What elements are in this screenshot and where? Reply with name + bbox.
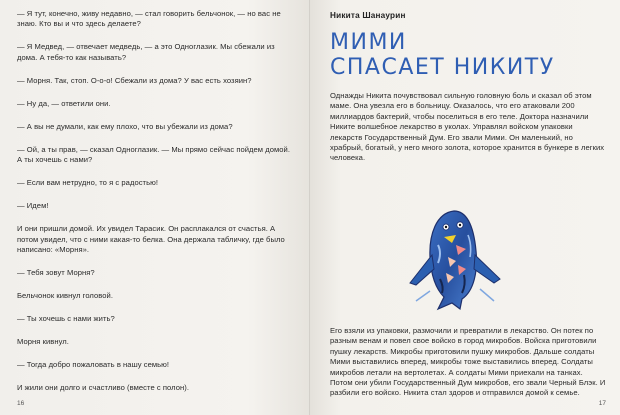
title-line: СПАСАЕТ НИКИТУ (330, 55, 555, 80)
paragraph: И жили они долго и счастливо (вместе с полон). (17, 383, 189, 393)
story-paragraph: Однажды Никита почувствовал сильную головную боль и сказал об этом маме. Она увезла его в больницу. Оказалось, что его атаковали 200 миллиардов бактерий, чтобы поселиться в его теле. Доктора назначили Никите волшебное лекарство в уколах. Управлял войском упаковки лекарств Государственный Дум. Его звали Мими. Он маленький, но храбрый, богатый, у него много золота, которое хранится в бункере в легких человека. (330, 91, 605, 163)
page-number: 16 (17, 400, 25, 407)
author-name: Никита Шанаурин (330, 11, 406, 20)
blue-creature-illustration (396, 205, 516, 315)
paragraph: — Идем! (17, 201, 49, 211)
paragraph: Морня кивнул. (17, 337, 69, 347)
right-page (310, 0, 620, 415)
paragraph: Бельчонок кивнул головой. (17, 291, 113, 301)
paragraph: — Ой, а ты прав, — сказал Одноглазик. — Мы прямо сейчас пойдем домой. А ты хочешь с нами? (17, 144, 290, 165)
title-line: МИМИ (330, 30, 407, 55)
paragraph: — Тогда добро пожаловать в нашу семью! (17, 360, 170, 370)
paragraph: — А вы не думали, как ему плохо, что вы убежали из дома? (17, 121, 233, 131)
story-title (330, 30, 606, 80)
paragraph: И они пришли домой. Их увидел Тарасик. Он расплакался от счастья. А потом увидел, что с ними какая-то белка. Она держала табличку, где было написано: «Морня». (17, 224, 285, 255)
paragraph: — Ну да, — ответили они. (17, 98, 111, 108)
page-number: 17 (598, 400, 606, 407)
paragraph: — Морня. Так, стоп. О-о-о! Сбежали из дома? У вас есть хозяин? (17, 75, 252, 85)
left-page-text (17, 9, 294, 393)
story-paragraph: Его взяли из упаковки, размочили и превратили в лекарство. Он потек по разным венам и повел свое войско в город микробов. Войска приготовили пушку лекарств. Микробы приготовили пушку микробов. Дальше солдаты Мими выставились вперед, микробы тоже выставились вперед. Солдаты микробов летали на вертолетах. А солдаты Мими приехали на танках. Потом они убили Государственный Дум микробов, его звали Черный Блэк. И разбили его войско. Никита стал здоров и отправился домой к семье. (330, 326, 606, 398)
paragraph: — Если вам нетрудно, то я с радостью! (17, 178, 158, 188)
paragraph: — Тебя зовут Морня? (17, 268, 95, 278)
paragraph: — Я Медвед, — отвечает медведь, — а это Одноглазик. Мы сбежали из дома. А тебя-то как называть? (17, 42, 275, 62)
paragraph: — Я тут, конечно, живу недавно, — стал говорить бельчонок, — но вас не знаю. Кто вы и что здесь делаете? (17, 9, 281, 29)
paragraph: — Ты хочешь с нами жить? (17, 314, 115, 324)
